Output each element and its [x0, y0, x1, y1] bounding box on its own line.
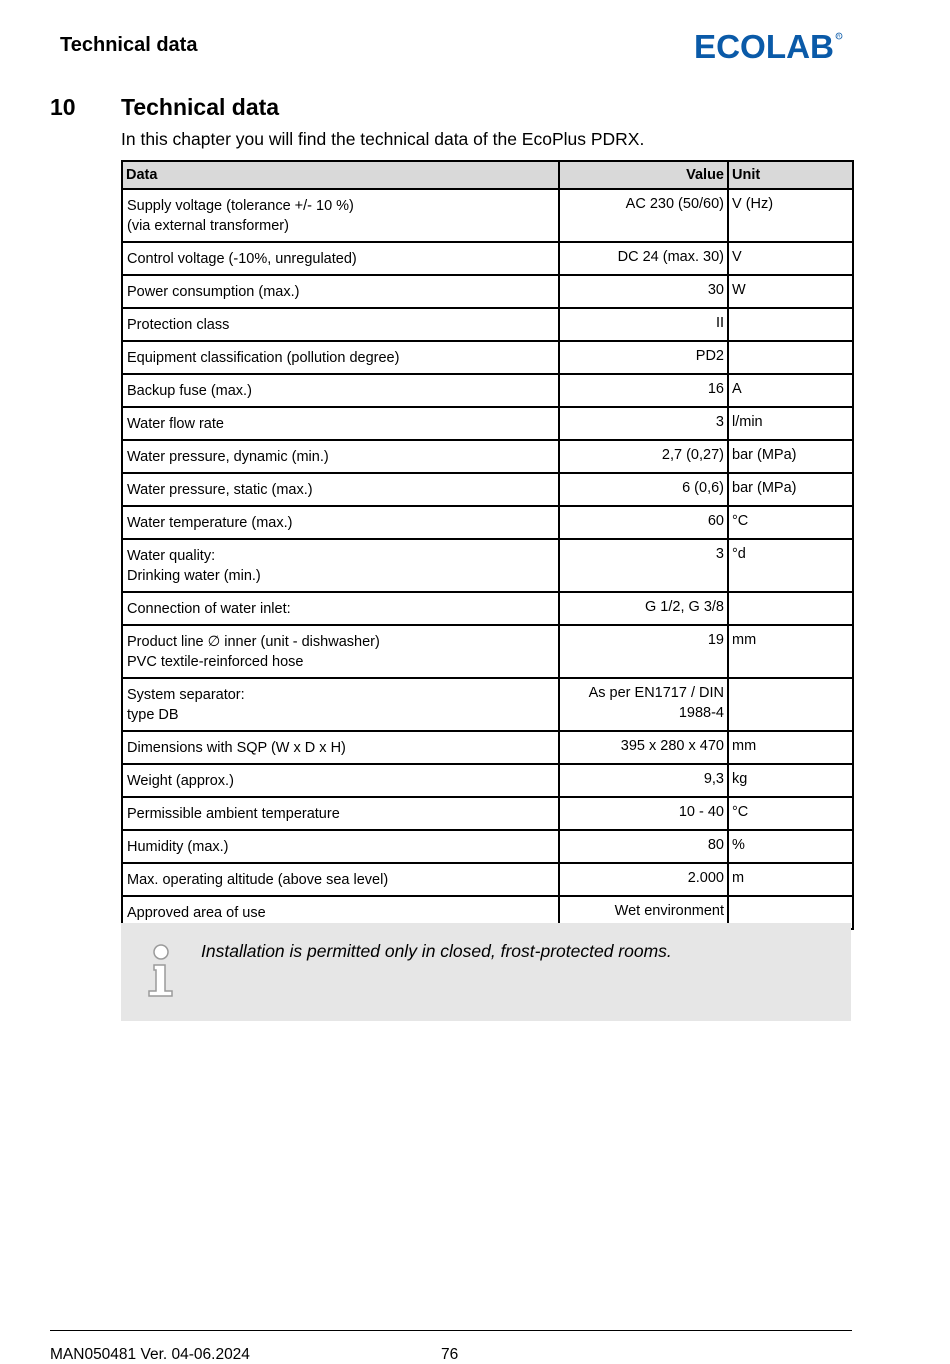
cell-data-line: Max. operating altitude (above sea level) [127, 872, 389, 888]
footer-page-number: 76 [441, 1346, 459, 1363]
cell-data-line: type DB [127, 707, 179, 723]
cell-value-line: G 1/2, G 3/8 [645, 599, 724, 615]
cell-value [559, 189, 728, 242]
cell-unit [728, 341, 853, 374]
table-row [122, 407, 853, 440]
chapter-title: Technical data [121, 94, 280, 120]
cell-data-line: Control voltage (-10%, unregulated) [127, 251, 357, 267]
cell-value [559, 473, 728, 506]
info-note [121, 923, 851, 1021]
cell-value [559, 308, 728, 341]
cell-data-line: Product line ∅ inner (unit - dishwasher) [127, 634, 380, 650]
table-row [122, 506, 853, 539]
cell-value-line: II [715, 315, 724, 331]
svg-text:ECOLAB: ECOLAB [694, 28, 834, 62]
table-row [122, 539, 853, 592]
cell-data-line: Backup fuse (max.) [127, 383, 252, 399]
cell-data-line: Connection of water inlet: [127, 601, 291, 617]
cell-unit: V (Hz) [728, 189, 853, 242]
cell-value-line: 2,7 (0,27) [661, 447, 724, 463]
cell-data-line: Water quality: [127, 548, 216, 564]
note-text: Installation is permitted only in closed, frost-protected rooms. [201, 941, 672, 961]
cell-data-line: Humidity (max.) [127, 839, 229, 855]
cell-value [559, 539, 728, 592]
cell-data-line: Power consumption (max.) [127, 284, 300, 300]
table-row [122, 830, 853, 863]
cell-data [122, 440, 559, 473]
cell-data-line: Water temperature (max.) [127, 515, 293, 531]
cell-value-line: 3 [715, 546, 724, 562]
cell-value-line: 3 [715, 414, 724, 430]
cell-data [122, 341, 559, 374]
cell-unit: mm [728, 625, 853, 678]
cell-data [122, 625, 559, 678]
cell-data [122, 242, 559, 275]
cell-data [122, 863, 559, 896]
cell-value-line: Wet environment [614, 903, 724, 919]
cell-value [559, 341, 728, 374]
table-row [122, 731, 853, 764]
cell-value-line: 19 [707, 632, 724, 648]
cell-data-line: Protection class [127, 317, 230, 333]
cell-unit: bar (MPa) [728, 440, 853, 473]
cell-value [559, 440, 728, 473]
cell-value [559, 830, 728, 863]
cell-value [559, 592, 728, 625]
table-row [122, 592, 853, 625]
table-row [122, 440, 853, 473]
table-row [122, 189, 853, 242]
cell-data-line: PVC textile-reinforced hose [127, 654, 304, 670]
cell-data [122, 830, 559, 863]
cell-value [559, 407, 728, 440]
cell-unit: V [728, 242, 853, 275]
cell-unit: °d [728, 539, 853, 592]
header-unit: Unit [728, 161, 853, 189]
cell-value [559, 863, 728, 896]
header-data: Data [122, 161, 559, 189]
cell-value-line: 2.000 [687, 870, 724, 886]
cell-unit: bar (MPa) [728, 473, 853, 506]
cell-value-line: 1988-4 [678, 705, 724, 721]
cell-value [559, 678, 728, 731]
header-value: Value [559, 161, 728, 189]
cell-unit [728, 308, 853, 341]
cell-data-line: System separator: [127, 687, 245, 703]
cell-unit: m [728, 863, 853, 896]
cell-unit: W [728, 275, 853, 308]
running-header-title: Technical data [60, 34, 198, 56]
cell-unit [728, 592, 853, 625]
chapter-intro: In this chapter you will find the technical data of the EcoPlus PDRX. [121, 129, 645, 149]
cell-data-line: Dimensions with SQP (W x D x H) [127, 740, 346, 756]
cell-data-line: Drinking water (min.) [127, 568, 261, 584]
cell-value [559, 797, 728, 830]
table-row [122, 764, 853, 797]
cell-unit: % [728, 830, 853, 863]
cell-data [122, 407, 559, 440]
table-row [122, 275, 853, 308]
cell-data-line: Water pressure, static (max.) [127, 482, 313, 498]
cell-value-line: As per EN1717 / DIN [588, 685, 724, 701]
table-row [122, 374, 853, 407]
cell-unit: A [728, 374, 853, 407]
cell-value-line: 80 [707, 837, 724, 853]
cell-data-line: Water pressure, dynamic (min.) [127, 449, 329, 465]
cell-data [122, 592, 559, 625]
cell-value-line: 30 [707, 282, 724, 298]
cell-data-line: Weight (approx.) [127, 773, 234, 789]
cell-value [559, 506, 728, 539]
cell-unit: °C [728, 797, 853, 830]
svg-text:R: R [837, 33, 841, 39]
cell-value [559, 275, 728, 308]
table-row [122, 797, 853, 830]
cell-value-line: AC 230 (50/60) [625, 196, 724, 212]
cell-data [122, 506, 559, 539]
cell-data [122, 678, 559, 731]
cell-value [559, 625, 728, 678]
cell-data-line: (via external transformer) [127, 218, 289, 234]
cell-data [122, 189, 559, 242]
cell-value-line: 60 [707, 513, 724, 529]
cell-data-line: Water flow rate [127, 416, 224, 432]
cell-data [122, 764, 559, 797]
cell-data-line: Supply voltage (tolerance +/- 10 %) [127, 198, 354, 214]
cell-value-line: 10 - 40 [678, 804, 724, 820]
cell-unit: kg [728, 764, 853, 797]
table-row [122, 678, 853, 731]
cell-unit: l/min [728, 407, 853, 440]
cell-data [122, 374, 559, 407]
cell-data [122, 797, 559, 830]
cell-value [559, 764, 728, 797]
cell-unit [728, 678, 853, 731]
cell-unit: mm [728, 731, 853, 764]
table-row [122, 242, 853, 275]
table-row [122, 308, 853, 341]
cell-value [559, 374, 728, 407]
cell-unit: °C [728, 506, 853, 539]
chapter-number: 10 [50, 94, 76, 120]
cell-value-line: DC 24 (max. 30) [617, 249, 724, 265]
footer-document-id: MAN050481 Ver. 04-06.2024 [50, 1346, 250, 1363]
technical-data-table [121, 160, 854, 930]
cell-data-line: Permissible ambient temperature [127, 806, 340, 822]
cell-value [559, 242, 728, 275]
table-row [122, 341, 853, 374]
cell-data [122, 308, 559, 341]
cell-value-line: PD2 [695, 348, 724, 364]
footer-divider [50, 1330, 852, 1331]
cell-data [122, 275, 559, 308]
table-header-row [122, 161, 853, 189]
cell-data-line: Equipment classification (pollution degree) [127, 350, 400, 366]
table-row [122, 625, 853, 678]
cell-value-line: 9,3 [703, 771, 724, 787]
cell-data [122, 473, 559, 506]
info-icon [145, 943, 177, 999]
cell-value [559, 731, 728, 764]
ecolab-logo [694, 28, 844, 62]
cell-value-line: 395 x 280 x 470 [620, 738, 724, 754]
table-row [122, 863, 853, 896]
cell-data [122, 731, 559, 764]
cell-value-line: 16 [707, 381, 724, 397]
cell-data [122, 539, 559, 592]
cell-value-line: 6 (0,6) [682, 480, 724, 496]
table-row [122, 473, 853, 506]
cell-data-line: Approved area of use [127, 905, 266, 921]
